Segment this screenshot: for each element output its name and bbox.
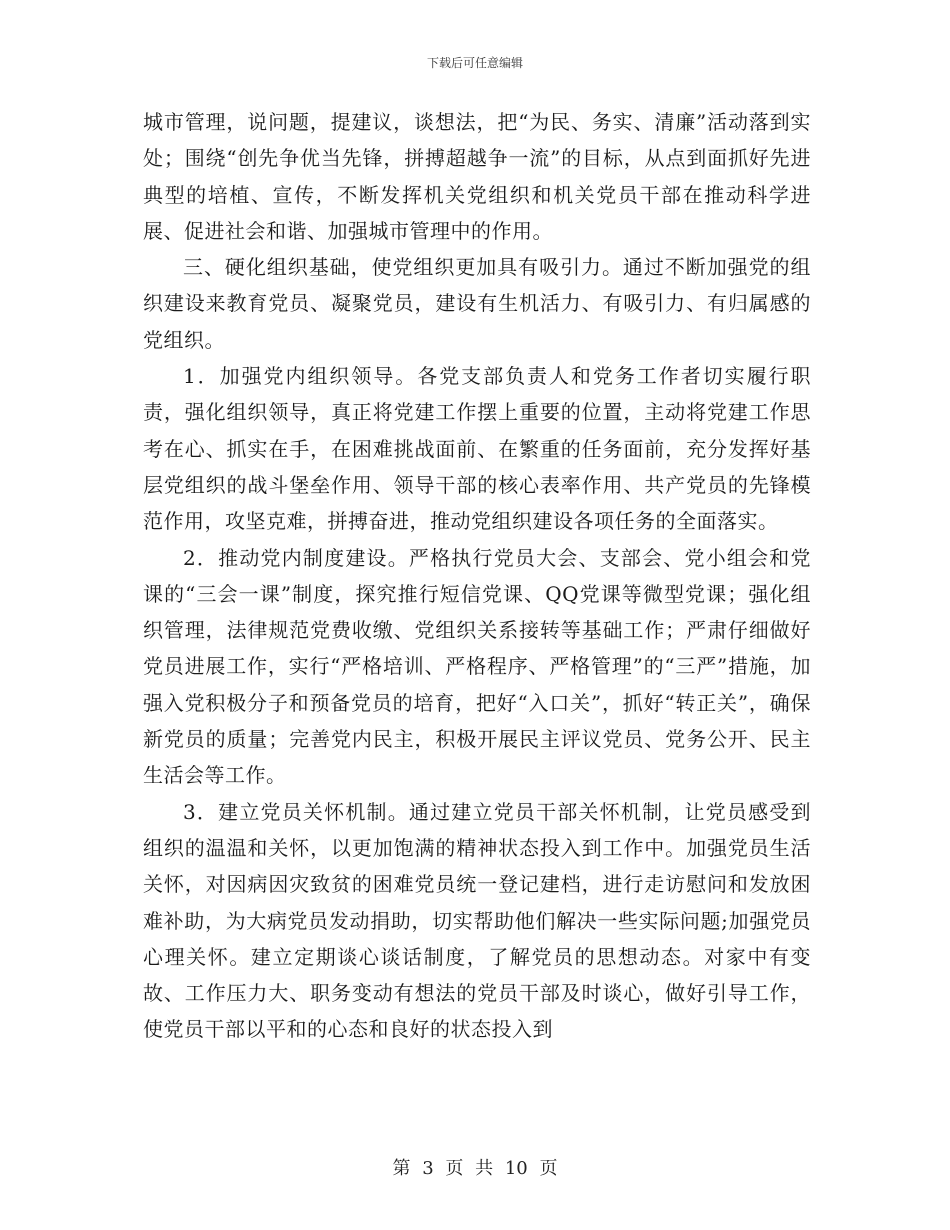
paragraph-item-2: 2．推动党内制度建设。严格执行党员大会、支部会、党小组会和党课的“三会一课”制度，探究推行短信党课、QQ党课等微型党课；强化组织管理，法律规范党费收缴、党组织关系接转等基础工作；严肃仔细做好党员进展工作，实行“严格培训、严格程序、严格管理”的“三严”措施，加强入党积极分子和预备党员的培育，把好“入口关”，抓好“转正关”，确保新党员的质量；完善党内民主，积极开展民主评议党员、党务公开、民主生活会等工作。 — [143, 545, 811, 788]
paragraph-item-3: 3．建立党员关怀机制。通过建立党员干部关怀机制，让党员感受到组织的温温和关怀，以更加饱满的精神状态投入到工作中。加强党员生活关怀，对因病因灾致贫的困难党员统一登记建档，进行走访慰问和发放困难补助，为大病党员发动捐助，切实帮助他们解决一些实际问题;加强党员心理关怀。建立定期谈心谈话制度，了解党员的思想动态。对家中有变故、工作压力大、职务变动有想法的党员干部及时谈心，做好引导工作，使党员干部以平和的心态和良好的状态投入到 — [143, 799, 811, 1042]
page-header: 下载后可任意编辑 — [426, 56, 523, 70]
paragraph-section-three: 三、硬化组织基础，使党组织更加具有吸引力。通过不断加强党的组织建设来教育党员、凝聚党员，建设有生机活力、有吸引力、有归属感的党组织。 — [143, 255, 811, 352]
paragraph-continuation: 城市管理，说问题，提建议，谈想法，把“为民、务实、清廉”活动落到实处；围绕“创先争优当先锋，拼搏超越争一流”的目标，从点到面抓好先进典型的培植、宣传，不断发挥机关党组织和机关党员干部在推动科学进展、促进社会和谐、加强城市管理中的作用。 — [143, 110, 811, 243]
paragraph-item-1: 1．加强党内组织领导。各党支部负责人和党务工作者切实履行职责，强化组织领导，真正将党建工作摆上重要的位置，主动将党建工作思考在心、抓实在手，在困难挑战面前、在繁重的任务面前，充分发挥好基层党组织的战斗堡垒作用、领导干部的核心表率作用、共产党员的先锋模范作用，攻坚克难，拼搏奋进，推动党组织建设各项任务的全面落实。 — [143, 364, 811, 534]
document-body — [143, 104, 811, 1048]
page-footer: 第 3 页 共 10 页 — [392, 1158, 558, 1179]
